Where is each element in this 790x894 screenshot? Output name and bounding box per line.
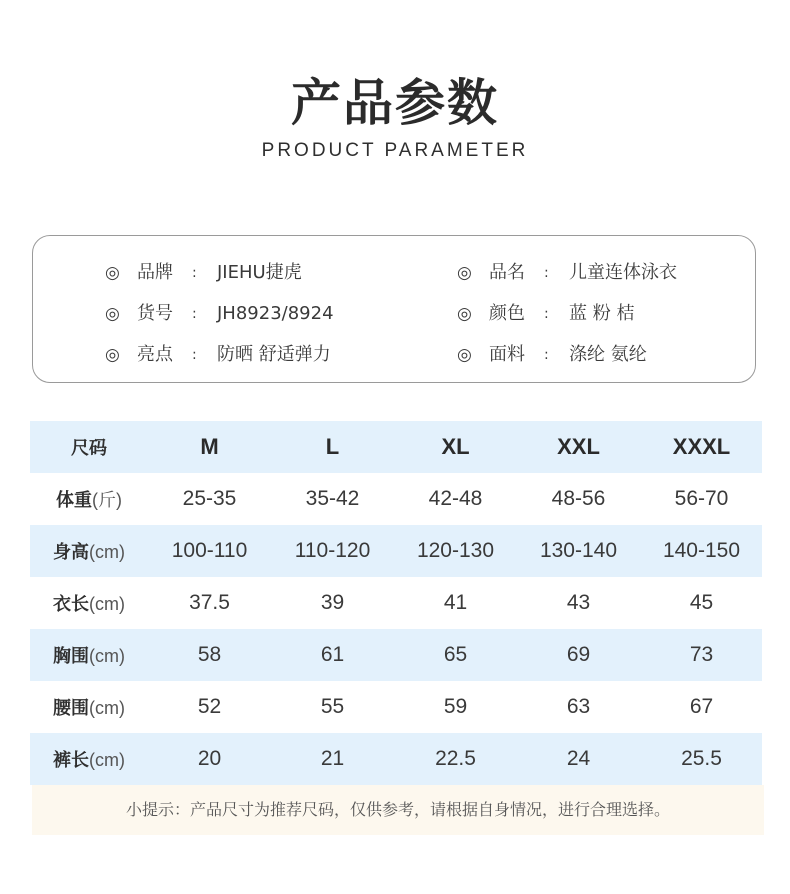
size-header-cell: XL [441, 434, 470, 459]
size-header-cell: L [325, 434, 340, 459]
table-header-label: 尺码 [71, 438, 107, 459]
table-cell: 25.5 [681, 747, 722, 770]
table-cell: 25-35 [182, 487, 237, 510]
size-header-cell: XXL [557, 434, 600, 459]
table-cell: 35-42 [305, 487, 360, 510]
table-cell: 100-110 [171, 539, 248, 562]
info-colon: : [544, 265, 549, 281]
info-value: 涤纶 氨纶 [569, 344, 647, 365]
table-cell: 56-70 [674, 487, 729, 510]
table-row [30, 629, 762, 681]
table-cell: 58 [197, 643, 222, 666]
table-cell: 43 [566, 591, 591, 614]
info-value: 蓝 粉 桔 [569, 303, 635, 324]
table-cell: 120-130 [416, 539, 495, 562]
bullet-icon: ◎ [457, 345, 472, 365]
table-cell: 67 [689, 695, 714, 718]
info-label: 货号 [137, 303, 173, 324]
table-cell: 37.5 [189, 591, 230, 614]
row-label: 衣长(cm) [53, 594, 125, 615]
info-label: 品名 [489, 262, 525, 283]
table-cell: 63 [566, 695, 591, 718]
table-cell: 39 [320, 591, 345, 614]
table-cell: 48-56 [551, 487, 606, 510]
row-label: 体重(斤) [56, 490, 122, 511]
table-cell: 41 [443, 591, 468, 614]
row-label: 裤长(cm) [53, 750, 125, 771]
info-colon: : [192, 306, 197, 322]
table-cell: 52 [197, 695, 222, 718]
row-label: 身高(cm) [53, 542, 125, 563]
page-subtitle: PRODUCT PARAMETER [261, 140, 529, 161]
info-colon: : [192, 265, 197, 281]
bullet-icon: ◎ [105, 263, 120, 283]
bullet-icon: ◎ [105, 304, 120, 324]
table-cell: 65 [443, 643, 468, 666]
page-title: 产品参数 [291, 74, 499, 132]
info-label: 颜色 [489, 303, 525, 324]
info-label: 面料 [489, 344, 525, 365]
size-table [30, 421, 762, 785]
table-cell: 140-150 [662, 539, 741, 562]
info-colon: : [192, 347, 197, 363]
table-cell: 21 [320, 747, 345, 770]
table-row [30, 733, 762, 785]
table-row [30, 525, 762, 577]
bullet-icon: ◎ [457, 263, 472, 283]
table-row [30, 577, 762, 629]
product-info-box [32, 235, 756, 383]
table-cell: 22.5 [435, 747, 476, 770]
table-row [30, 473, 762, 525]
table-cell: 55 [320, 695, 345, 718]
info-colon: : [544, 347, 549, 363]
table-cell: 73 [689, 643, 714, 666]
info-label: 亮点 [137, 344, 173, 365]
info-value: JIEHU捷虎 [217, 262, 302, 283]
bullet-icon: ◎ [457, 304, 472, 324]
table-header-row [30, 421, 762, 473]
table-cell: 69 [566, 643, 591, 666]
table-cell: 59 [443, 695, 468, 718]
info-label: 品牌 [137, 262, 173, 283]
table-cell: 45 [689, 591, 714, 614]
size-tip: 小提示：产品尺寸为推荐尺码，仅供参考，请根据自身情况，进行合理选择。 [32, 785, 764, 835]
info-value: 防晒 舒适弹力 [217, 344, 331, 365]
size-header-cell: XXXL [672, 434, 731, 459]
table-cell: 130-140 [539, 539, 618, 562]
info-colon: : [544, 306, 549, 322]
row-label: 腰围(cm) [53, 698, 125, 719]
table-cell: 110-120 [294, 539, 371, 562]
size-header-cell: M [200, 434, 219, 459]
table-cell: 61 [320, 643, 345, 666]
info-value: 儿童连体泳衣 [569, 262, 677, 283]
table-cell: 24 [566, 747, 591, 770]
table-cell: 42-48 [428, 487, 483, 510]
table-row [30, 681, 762, 733]
row-label: 胸围(cm) [53, 646, 125, 667]
table-cell: 20 [197, 747, 222, 770]
info-value: JH8923/8924 [217, 303, 334, 324]
bullet-icon: ◎ [105, 345, 120, 365]
